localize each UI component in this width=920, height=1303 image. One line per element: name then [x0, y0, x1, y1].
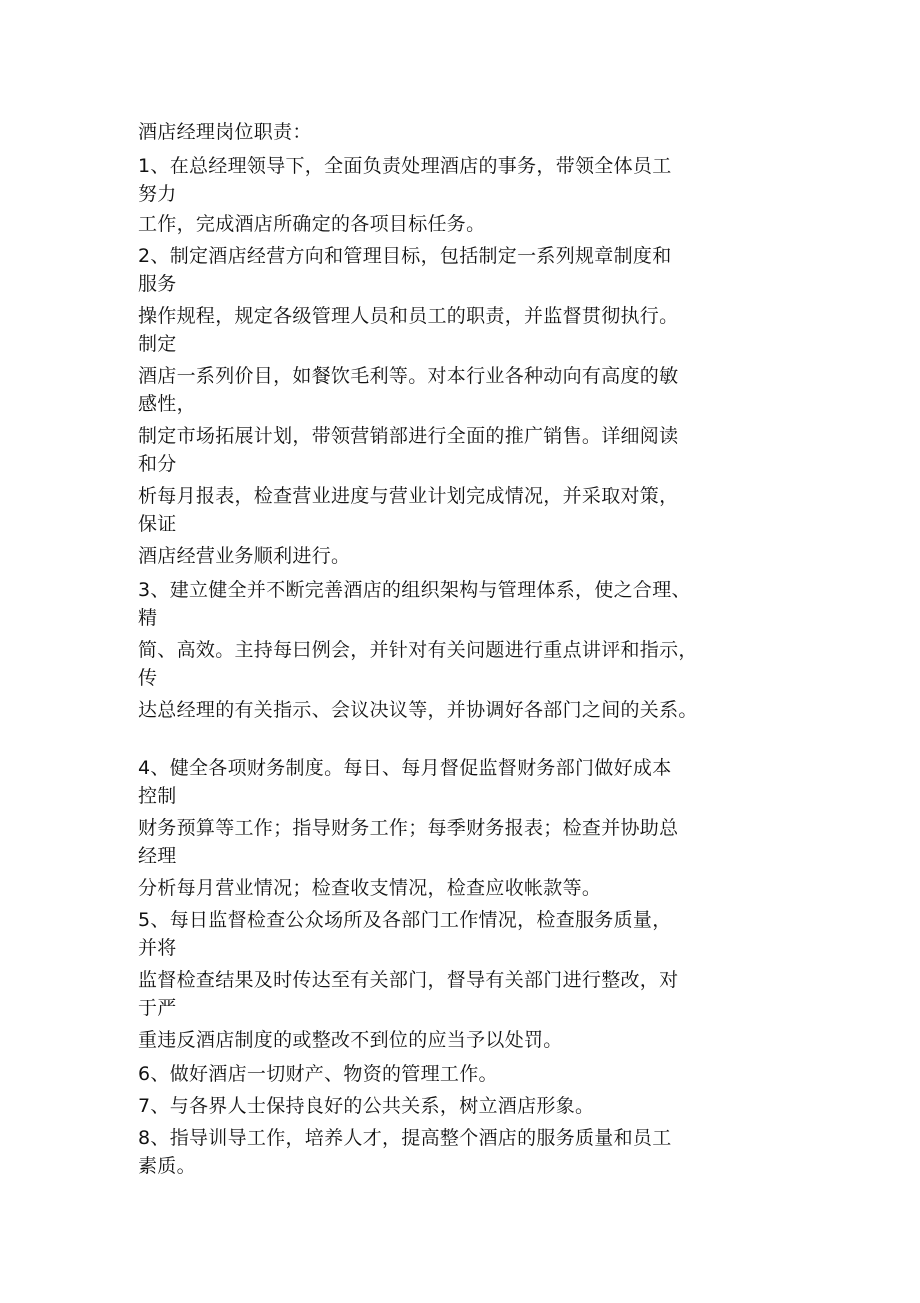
text-line: 服务 — [138, 273, 177, 295]
text-line: 并将 — [138, 937, 177, 959]
text-line: 2、制定酒店经营方向和管理目标，包括制定一系列规章制度和 — [138, 245, 672, 267]
text-line: 达总经理的有关指示、会议决议等，并协调好各部门之间的关系。 — [138, 699, 698, 721]
text-line: 感性， — [138, 393, 196, 415]
text-line: 努力 — [138, 183, 177, 205]
text-line: 监督检查结果及时传达至有关部门，督导有关部门进行整改，对 — [138, 969, 679, 991]
text-line: 工作，完成酒店所确定的各项目标任务。 — [138, 213, 486, 235]
text-line: 4、健全各项财务制度。每日、每月督促监督财务部门做好成本 — [138, 757, 672, 779]
text-line: 1、在总经理领导下，全面负责处理酒店的事务，带领全体员工 — [138, 155, 672, 177]
text-line: 7、与各界人士保持良好的公共关系，树立酒店形象。 — [138, 1095, 595, 1117]
text-line: 分析每月营业情况；检查收支情况，检查应收帐款等。 — [138, 877, 602, 899]
text-line: 6、做好酒店一切财产、物资的管理工作。 — [138, 1063, 498, 1085]
text-line: 于严 — [138, 997, 177, 1019]
text-line: 制定 — [138, 333, 177, 355]
text-line: 经理 — [138, 845, 177, 867]
text-line: 8、指导训导工作，培养人才，提高整个酒店的服务质量和员工 — [138, 1127, 672, 1149]
text-line: 简、高效。主持每曰例会，并针对有关问题进行重点讲评和指示， — [138, 639, 698, 661]
text-line: 和分 — [138, 453, 177, 475]
text-line: 酒店一系列价目，如餐饮毛利等。对本行业各种动向有高度的敏 — [138, 365, 679, 387]
text-line: 操作规程，规定各级管理人员和员工的职责，并监督贯彻执行。 — [138, 305, 679, 327]
text-line: 酒店经营业务顺利进行。 — [138, 545, 351, 567]
text-line: 素质。 — [138, 1155, 196, 1177]
text-line: 精 — [138, 607, 158, 629]
text-line: 3、建立健全并不断完善酒店的组织架构与管理体系，使之合理、 — [138, 579, 691, 601]
document-title: 酒店经理岗位职责： — [138, 121, 312, 143]
text-line: 传 — [138, 667, 158, 689]
text-line: 重违反酒店制度的或整改不到位的应当予以处罚。 — [138, 1029, 563, 1051]
text-line: 保证 — [138, 513, 177, 535]
text-line: 制定市场拓展计划，带领营销部进行全面的推广销售。详细阅读 — [138, 425, 679, 447]
text-line: 析每月报表，检查营业进度与营业计划完成情况，并采取对策， — [138, 485, 679, 507]
text-line: 5、每日监督检查公众场所及各部门工作情况，检查服务质量， — [138, 909, 672, 931]
text-line: 财务预算等工作；指导财务工作；每季财务报表；检查并协助总 — [138, 817, 679, 839]
text-line: 控制 — [138, 785, 177, 807]
